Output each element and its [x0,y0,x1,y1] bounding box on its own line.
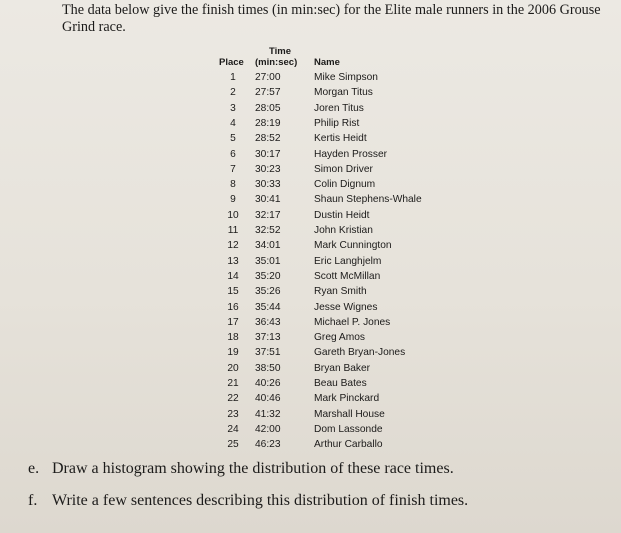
place-cell: 16 [227,301,239,313]
question-text: Write a few sentences describing this distribution of finish times. [52,492,469,509]
name-cell: Mark Pinckard [314,393,380,405]
time-cell: 30:41 [255,194,281,206]
time-cell: 35:26 [255,286,281,298]
header-min-sec: (min:sec) [255,57,298,68]
time-cell: 42:00 [255,423,281,435]
time-cell: 27:57 [255,87,281,99]
name-cell: John Kristian [314,225,373,236]
time-cell: 30:23 [255,163,281,175]
place-cell: 25 [227,439,239,451]
place-cell: 22 [227,393,239,405]
place-cell: 14 [227,270,239,282]
time-cell: 28:52 [255,133,281,145]
name-cell: Marshall House [314,408,385,420]
name-cell: Colin Dignum [314,179,376,191]
name-cell: Jesse Wignes [314,301,378,313]
time-cell: 41:32 [255,408,281,420]
place-cell: 5 [230,133,236,145]
place-cell: 20 [227,362,239,374]
time-cell: 37:13 [255,332,281,344]
name-cell: Morgan Titus [314,87,373,99]
time-cell: 40:46 [255,393,281,405]
name-cell: Gareth Bryan-Jones [314,347,406,359]
time-cell: 37:51 [255,347,281,359]
header-name: Name [314,57,340,68]
header-place: Place [219,57,244,68]
name-cell: Dom Lassonde [314,423,383,435]
place-cell: 17 [227,316,239,328]
place-cell: 21 [227,378,239,389]
question-text: Draw a histogram showing the distribution of these race times. [52,460,454,477]
place-cell: 1 [230,72,236,83]
time-cell: 28:19 [255,117,281,129]
question-e [28,460,454,478]
time-cell: 34:01 [255,240,281,252]
name-cell: Ryan Smith [314,286,367,298]
name-cell: Simon Driver [314,163,373,175]
time-cell: 35:01 [255,255,281,267]
time-cell: 40:26 [255,378,281,389]
time-cell: 30:33 [255,179,281,191]
time-cell: 35:20 [255,270,281,282]
name-cell: Hayden Prosser [314,148,388,160]
time-cell: 38:50 [255,362,281,374]
time-cell: 27:00 [255,72,281,83]
place-cell: 8 [230,179,236,191]
name-cell: Kertis Heidt [314,133,367,145]
time-cell: 32:52 [255,225,281,236]
place-cell: 23 [227,408,239,420]
time-cell: 36:43 [255,316,281,328]
time-cell: 35:44 [255,301,281,313]
place-cell: 10 [227,209,239,221]
place-cell: 7 [230,163,236,175]
question-f [28,492,468,510]
name-cell: Beau Bates [314,378,367,389]
name-cell: Philip Rist [314,117,360,129]
name-cell: Shaun Stephens-Whale [314,194,422,206]
place-cell: 24 [227,423,239,435]
time-cell: 46:23 [255,439,281,451]
time-cell: 32:17 [255,209,281,221]
place-cell: 13 [227,255,239,267]
name-cell: Greg Amos [314,332,365,344]
name-cell: Arthur Carballo [314,439,383,451]
name-cell: Bryan Baker [314,362,371,374]
time-cell: 28:05 [255,102,281,114]
question-label: e. [28,460,40,477]
place-cell: 11 [227,225,239,236]
name-cell: Scott McMillan [314,270,381,282]
header-time: Time [269,46,292,57]
place-cell: 12 [227,240,239,252]
name-cell: Michael P. Jones [314,316,391,328]
question-label: f. [28,492,38,509]
intro-text: The data below give the finish times (in min:sec) for the Elite male runners in the 2006 Grouse Grind race. [62,2,601,35]
place-cell: 2 [230,87,236,99]
time-cell: 30:17 [255,148,281,160]
place-cell: 19 [227,347,239,359]
place-cell: 9 [230,194,236,206]
name-cell: Mark Cunnington [314,240,392,252]
name-cell: Dustin Heidt [314,209,370,221]
place-cell: 3 [230,102,236,114]
name-cell: Mike Simpson [314,72,378,83]
place-cell: 6 [230,148,236,160]
place-cell: 18 [227,332,239,344]
place-cell: 15 [227,286,239,298]
name-cell: Eric Langhjelm [314,255,382,267]
name-cell: Joren Titus [314,102,364,114]
place-cell: 4 [230,117,236,129]
